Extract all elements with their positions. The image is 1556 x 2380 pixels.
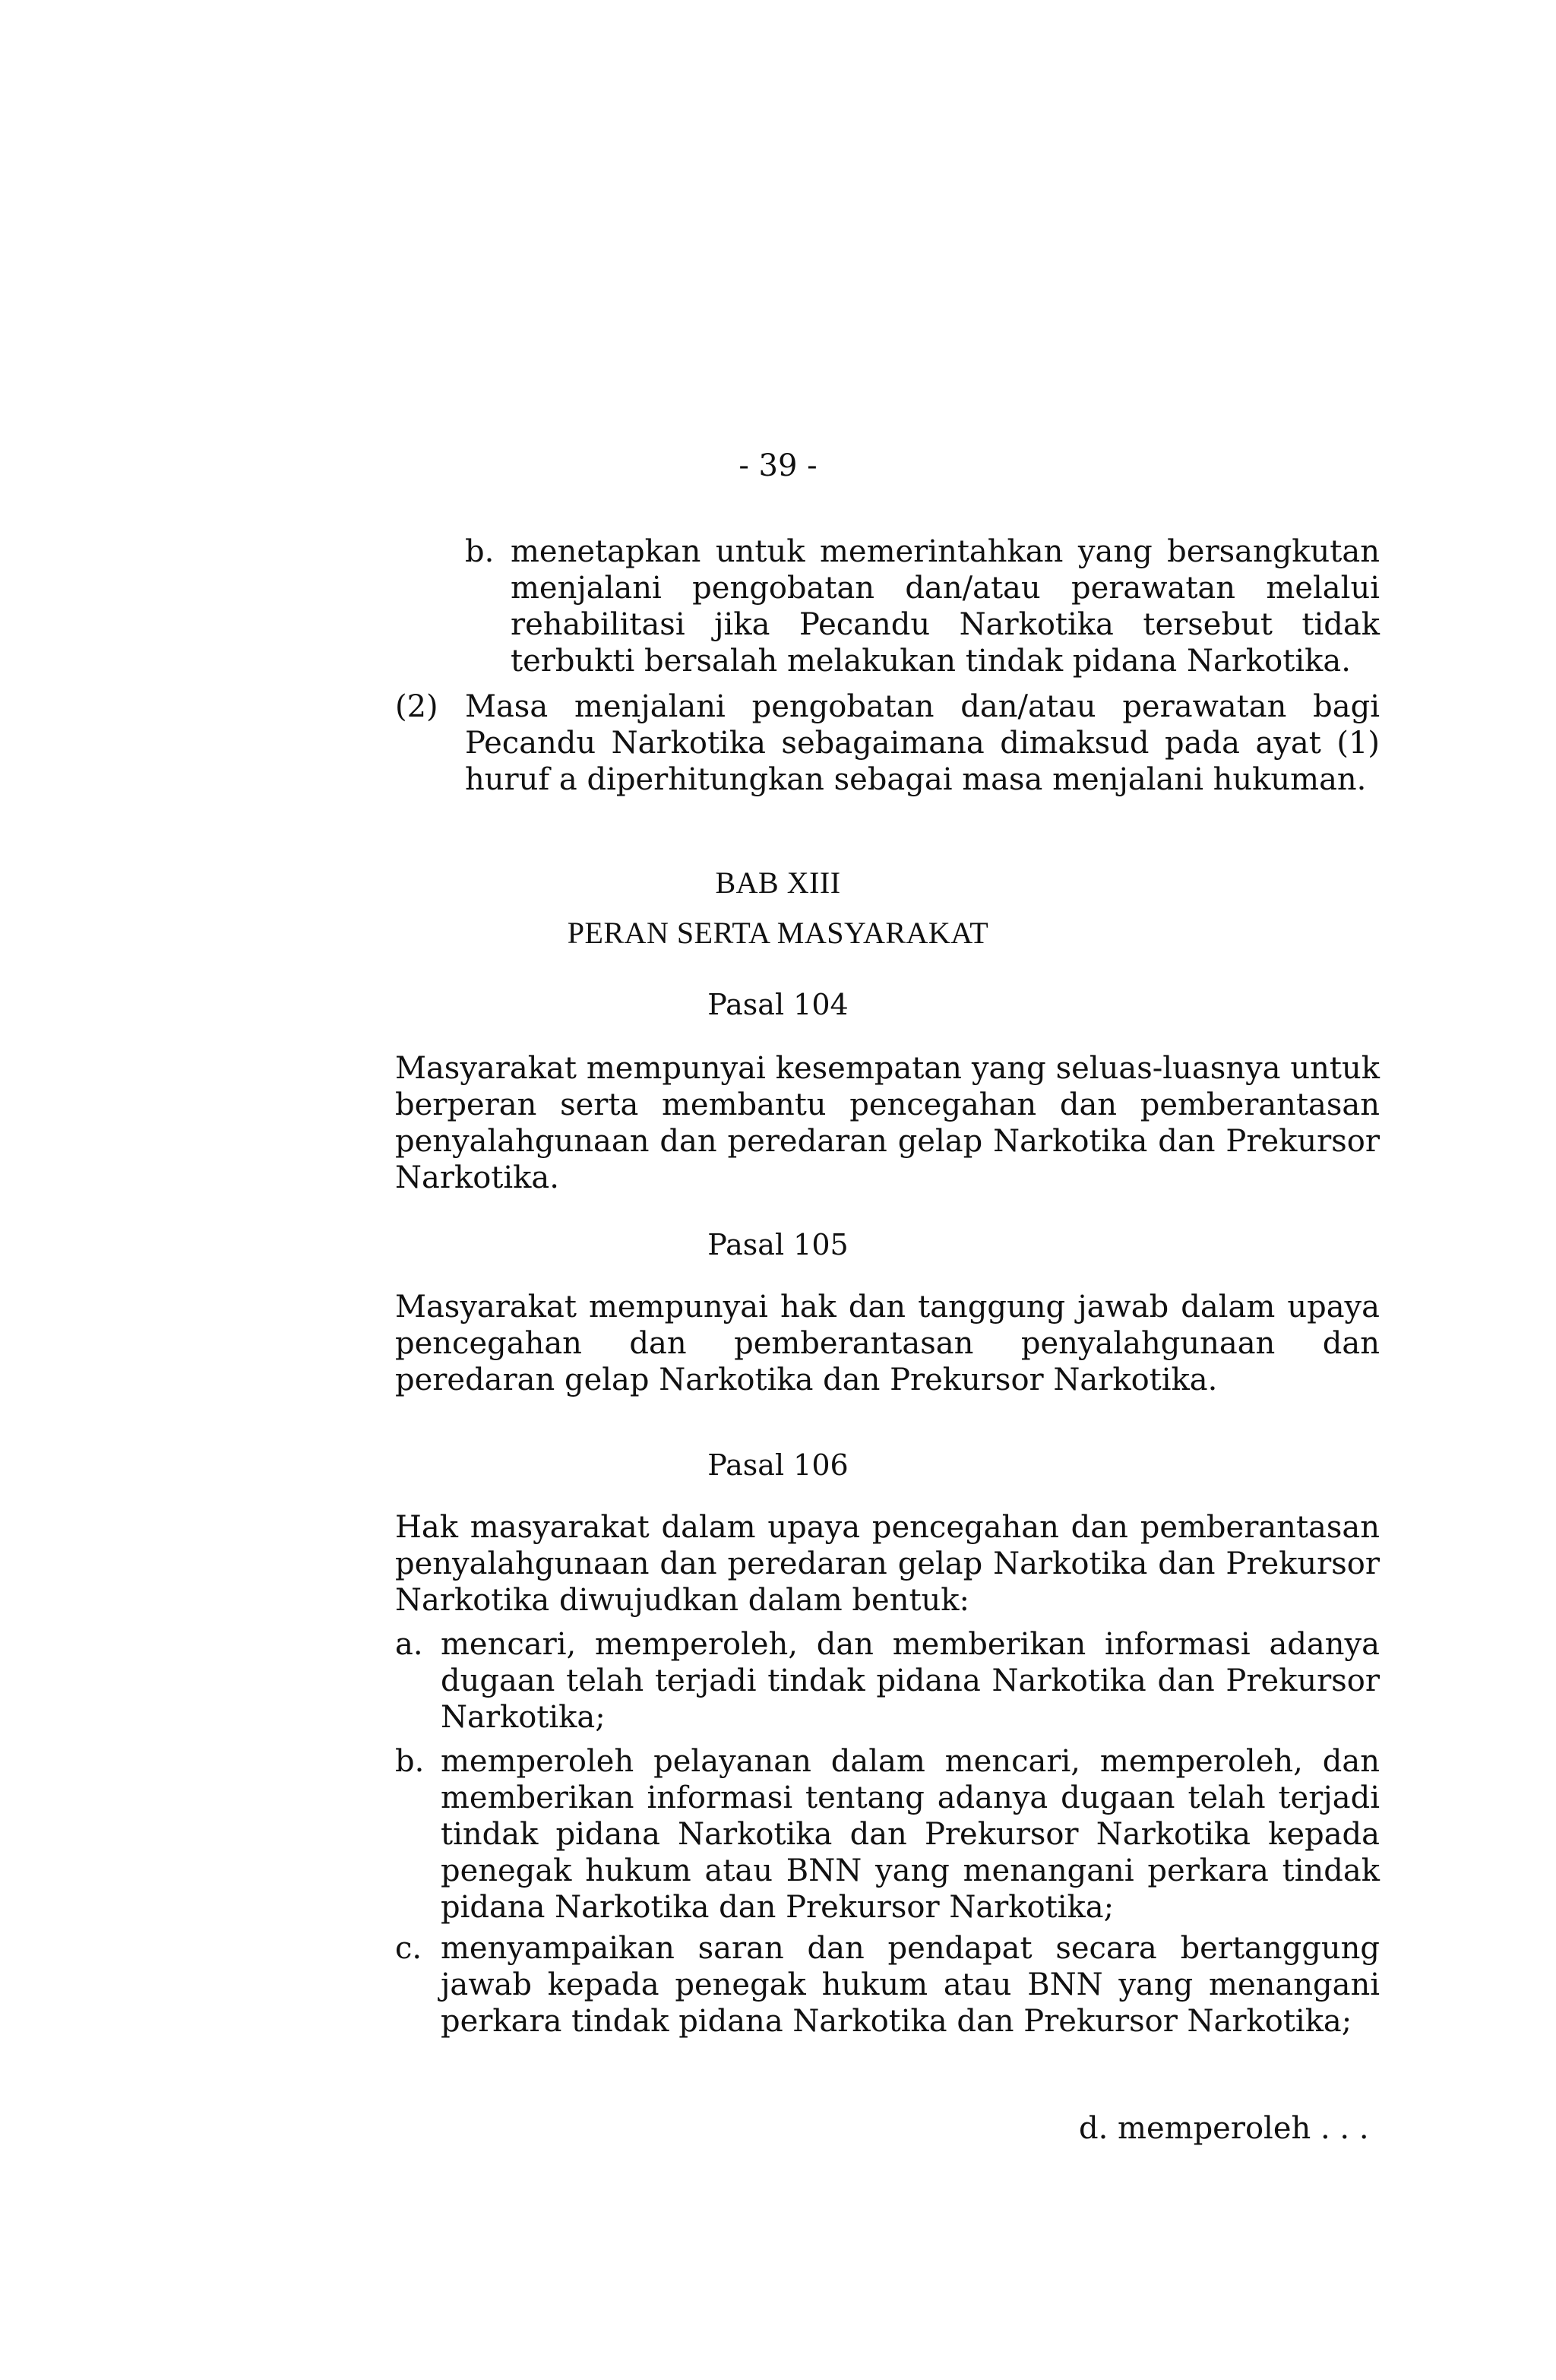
pasal-105-text: Masyarakat mempunyai hak dan tanggung jawab dalam upaya pencegahan dan pemberantasan penyalahgunaan dan peredaran gelap Narkotika dan Prekursor Narkotika. (395, 1290, 1380, 1397)
list-item-text: menetapkan untuk memerintahkan yang bersangkutan menjalani pengobatan dan/atau perawatan melalui rehabilitasi jika Pecandu Narkotika tersebut tidak terbukti bersalah melakukan tindak pidana Narkotika. (511, 534, 1380, 679)
list-item-c (395, 1930, 1380, 2040)
pasal-106-intro: Hak masyarakat dalam upaya pencegahan dan pemberantasan penyalahgunaan dan peredaran gelap Narkotika dan Prekursor Narkotika diwujudkan dalam bentuk: (395, 1510, 1380, 1618)
ayat-marker: (2) (395, 689, 438, 724)
next-page-catchword: d. memperoleh . . . (1079, 2111, 1369, 2146)
ayat-text: Masa menjalani pengobatan dan/atau perawatan bagi Pecandu Narkotika sebagaimana dimaksud pada ayat (1) huruf a diperhitungkan sebagai masa menjalani hukuman. (465, 689, 1380, 797)
list-marker: c. (395, 1931, 422, 1966)
pasal-104-text: Masyarakat mempunyai kesempatan yang seluas-luasnya untuk berperan serta membantu pencegahan dan pemberantasan penyalahgunaan dan peredaran gelap Narkotika dan Prekursor Narkotika. (395, 1051, 1380, 1195)
page-number: - 39 - (738, 448, 818, 483)
list-marker: b. (395, 1744, 425, 1779)
chapter-number: BAB XIII (715, 866, 841, 900)
pasal-106-title: Pasal 106 (707, 1448, 849, 1482)
list-item-text: mencari, memperoleh, dan memberikan informasi adanya dugaan telah terjadi tindak pidana Narkotika dan Prekursor Narkotika; (441, 1627, 1380, 1735)
chapter-title: PERAN SERTA MASYARAKAT (567, 916, 989, 950)
list-item-b-previous (465, 533, 1380, 679)
ayat-2 (395, 688, 1380, 798)
list-item-b (395, 1743, 1380, 1926)
list-item-a (395, 1626, 1380, 1736)
list-item-text: menyampaikan saran dan pendapat secara bertanggung jawab kepada penegak hukum atau BNN yang menangani perkara tindak pidana Narkotika dan Prekursor Narkotika; (441, 1931, 1380, 2039)
pasal-104-title: Pasal 104 (707, 988, 849, 1021)
list-marker: a. (395, 1627, 423, 1662)
list-item-text: memperoleh pelayanan dalam mencari, memperoleh, dan memberikan informasi tentang adanya dugaan telah terjadi tindak pidana Narkotika dan Prekursor Narkotika kepada penegak hukum atau BNN yang menangani perkara tindak pidana Narkotika dan Prekursor Narkotika; (441, 1744, 1380, 1925)
list-marker: b. (465, 534, 495, 569)
pasal-105-title: Pasal 105 (707, 1228, 849, 1261)
